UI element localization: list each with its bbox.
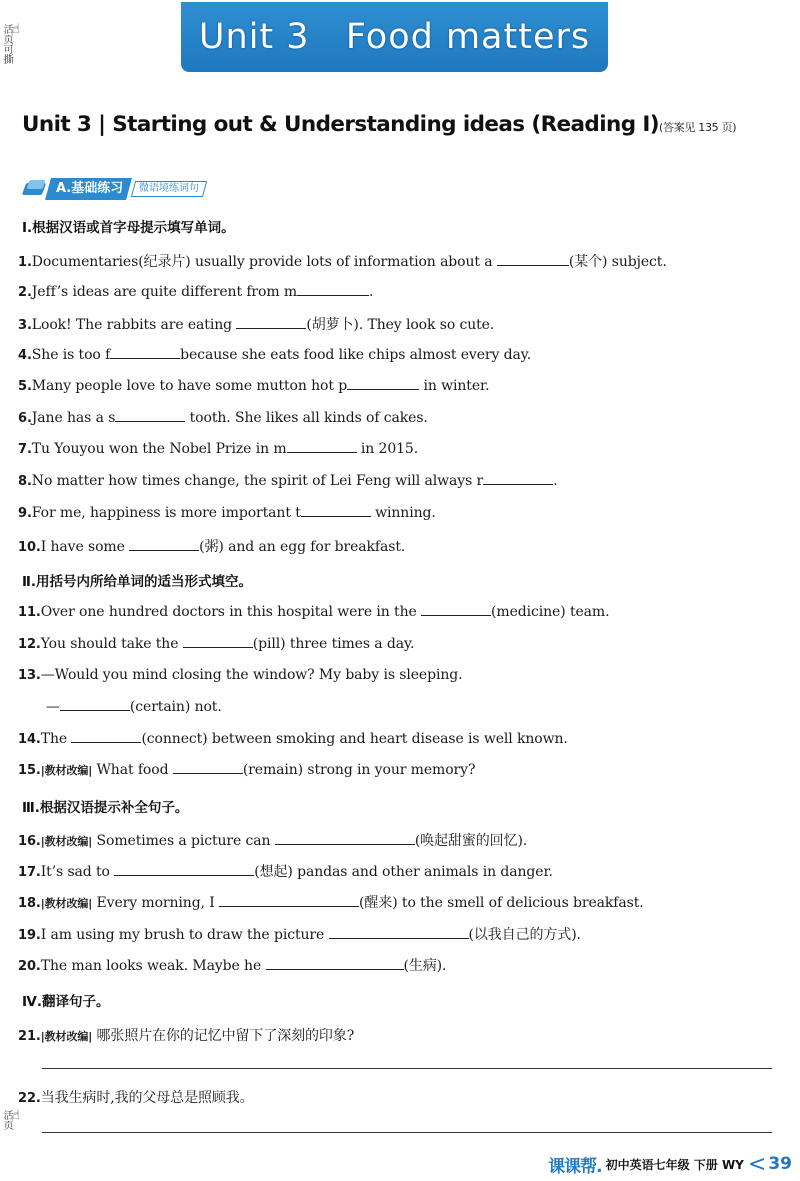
textbook-adapted-tag: |教材改编| bbox=[40, 897, 93, 910]
part-2-heading: Ⅱ.用括号内所给单词的适当形式填空。 bbox=[22, 574, 253, 590]
answer-blank[interactable] bbox=[110, 346, 180, 359]
question-2: 2.Jeff’s ideas are quite different from m . bbox=[18, 284, 374, 300]
answer-line-21[interactable] bbox=[42, 1068, 772, 1069]
question-22: 22.当我生病时,我的父母总是照顾我。 bbox=[18, 1090, 254, 1106]
answer-blank[interactable] bbox=[129, 538, 199, 551]
chevron-left-icon: < bbox=[747, 1151, 767, 1177]
answer-blank[interactable] bbox=[236, 316, 306, 329]
tear-off-label-bottom: 活页 bbox=[1, 1110, 13, 1130]
question-12: 12.You should take the (pill) three times a day. bbox=[18, 636, 415, 652]
question-5: 5.Many people love to have some mutton hot p in winter. bbox=[18, 378, 490, 394]
answer-blank[interactable] bbox=[114, 863, 254, 876]
answer-reference: (答案见 135 页) bbox=[659, 121, 737, 134]
answer-blank[interactable] bbox=[329, 926, 469, 939]
question-10: 10.I have some (粥) and an egg for breakfast. bbox=[18, 539, 406, 555]
section-label: A.基础练习 bbox=[45, 178, 132, 200]
question-14: 14.The (connect) between smoking and heart disease is well known. bbox=[18, 731, 568, 747]
answer-blank[interactable] bbox=[497, 253, 569, 266]
question-11: 11.Over one hundred doctors in this hospital were in the (medicine) team. bbox=[18, 604, 610, 620]
question-15: 15.|教材改编| What food (remain) strong in your memory? bbox=[18, 762, 476, 778]
answer-blank[interactable] bbox=[297, 283, 369, 296]
brand-logo: 课课帮. bbox=[548, 1156, 602, 1177]
answer-blank[interactable] bbox=[71, 730, 141, 743]
question-9: 9.For me, happiness is more important t winning. bbox=[18, 505, 436, 521]
question-4: 4.She is too f because she eats food like chips almost every day. bbox=[18, 347, 532, 363]
answer-blank[interactable] bbox=[287, 440, 357, 453]
tear-off-tab-bottom bbox=[2, 1110, 20, 1130]
book-icon bbox=[24, 180, 46, 198]
question-7: 7.Tu Youyou won the Nobel Prize in m in 2015. bbox=[18, 441, 419, 457]
answer-blank[interactable] bbox=[275, 832, 415, 845]
question-20: 20.The man looks weak. Maybe he (生病). bbox=[18, 958, 447, 974]
hand-icon: ☝ bbox=[12, 1108, 20, 1123]
answer-blank[interactable] bbox=[115, 409, 185, 422]
question-3: 3.Look! The rabbits are eating (胡萝卜). They look so cute. bbox=[18, 317, 495, 333]
page-footer bbox=[548, 1150, 792, 1178]
answer-blank[interactable] bbox=[183, 635, 253, 648]
lesson-title: Unit 3 | Starting out & Understanding ideas (Reading I) bbox=[22, 112, 659, 137]
question-19: 19.I am using my brush to draw the picture (以我自己的方式). bbox=[18, 927, 581, 943]
tear-off-label-top: 活页可撕 bbox=[1, 24, 13, 64]
question-1: 1.Documentaries(纪录片) usually provide lots of information about a (某个) subject. bbox=[18, 254, 667, 270]
question-8: 8.No matter how times change, the spirit of Lei Feng will always r . bbox=[18, 473, 558, 489]
answer-blank[interactable] bbox=[219, 894, 359, 907]
page-title bbox=[22, 112, 792, 137]
answer-blank[interactable] bbox=[347, 377, 419, 390]
question-13-reply: — (certain) not. bbox=[46, 699, 222, 715]
answer-blank[interactable] bbox=[60, 698, 130, 711]
hand-icon: ☝ bbox=[12, 22, 20, 37]
question-21: 21.|教材改编| 哪张照片在你的记忆中留下了深刻的印象? bbox=[18, 1028, 355, 1044]
answer-blank[interactable] bbox=[421, 603, 491, 616]
textbook-adapted-tag: |教材改编| bbox=[40, 764, 93, 777]
question-17: 17.It’s sad to (想起) pandas and other animals in danger. bbox=[18, 864, 553, 880]
book-name: 初中英语七年级 下册 WY bbox=[605, 1157, 744, 1172]
part-3-heading: Ⅲ.根据汉语提示补全句子。 bbox=[22, 800, 189, 816]
part-4-heading: Ⅳ.翻译句子。 bbox=[22, 994, 110, 1010]
question-18: 18.|教材改编| Every morning, I (醒来) to the smell of delicious breakfast. bbox=[18, 895, 644, 911]
answer-blank[interactable] bbox=[266, 957, 404, 970]
question-13: 13.—Would you mind closing the window? My baby is sleeping. bbox=[18, 667, 463, 683]
question-6: 6.Jane has a s tooth. She likes all kinds of cakes. bbox=[18, 410, 428, 426]
part-1-heading: Ⅰ.根据汉语或首字母提示填写单词。 bbox=[22, 220, 235, 236]
answer-blank[interactable] bbox=[301, 504, 371, 517]
answer-line-22[interactable] bbox=[42, 1132, 772, 1133]
question-16: 16.|教材改编| Sometimes a picture can (唤起甜蜜的回忆). bbox=[18, 833, 528, 849]
section-sublabel: 微语境练词句 bbox=[131, 181, 207, 197]
tear-off-tab-top bbox=[2, 24, 20, 64]
page-number: 39 bbox=[768, 1154, 792, 1174]
unit-banner bbox=[181, 2, 608, 72]
section-header bbox=[24, 178, 205, 200]
textbook-adapted-tag: |教材改编| bbox=[40, 1030, 93, 1043]
answer-blank[interactable] bbox=[173, 761, 243, 774]
textbook-adapted-tag: |教材改编| bbox=[40, 835, 93, 848]
unit-banner-title: Unit 3 Food matters bbox=[198, 17, 591, 57]
answer-blank[interactable] bbox=[483, 472, 553, 485]
